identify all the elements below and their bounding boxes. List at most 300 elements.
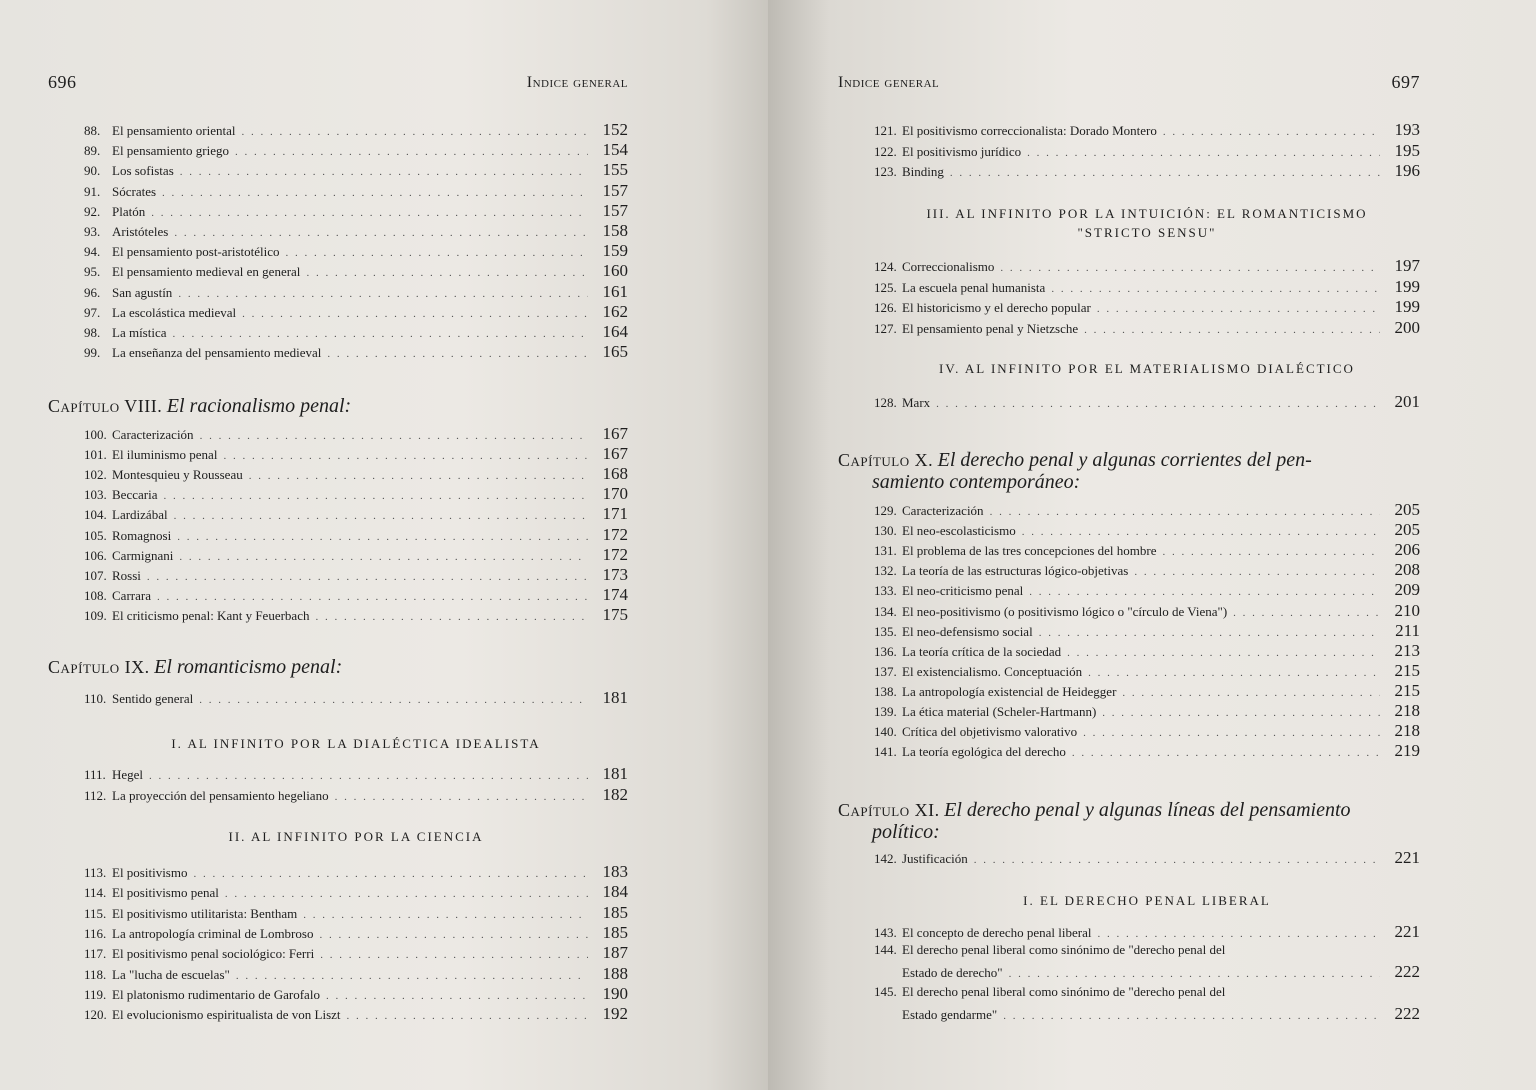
toc-entry: [84, 322, 628, 342]
entry-title: Justificación: [902, 851, 968, 866]
entry-page: 157: [602, 180, 628, 200]
entry-title: Correccionalismo: [902, 259, 995, 274]
chapter-title: El derecho penal y algunas corrientes del pen-: [937, 449, 1312, 471]
toc-entry: [84, 882, 628, 902]
entry-number: 119.: [84, 986, 107, 1002]
toc-entry: [874, 942, 1420, 962]
chapter-label: Capítulo XI.: [838, 800, 940, 820]
entry-page: 154: [602, 140, 628, 160]
entry-title: El historicismo y el derecho popular: [902, 300, 1091, 315]
entry-number: 99.: [84, 345, 101, 361]
toc-entry: [874, 297, 1420, 317]
entry-page: 188: [602, 963, 628, 983]
section-heading: I. EL DERECHO PENAL LIBERAL: [1023, 893, 1271, 908]
entry-number: 144.: [874, 942, 897, 957]
entry-number: 114.: [84, 885, 107, 901]
entry-page: 215: [1394, 680, 1420, 700]
entry-title: El pensamiento oriental: [112, 123, 236, 138]
entry-page: 200: [1394, 317, 1420, 337]
dot-leader: [1022, 526, 1380, 538]
entry-number: 121.: [874, 123, 897, 138]
dot-leader: [235, 146, 588, 158]
running-head: Indice general: [838, 74, 940, 91]
entry-title: Rossi: [112, 567, 141, 583]
dot-leader: [177, 531, 588, 543]
toc-entry: [84, 120, 628, 140]
toc-entry: [874, 392, 1420, 412]
entry-page: 161: [602, 281, 628, 301]
toc-entry: [84, 923, 628, 943]
entry-number: 141.: [874, 744, 897, 760]
entry-number: 103.: [84, 487, 107, 503]
toc-entry: [874, 540, 1420, 560]
entry-page: 206: [1394, 540, 1420, 560]
dot-leader: [936, 398, 1380, 410]
entry-page: 201: [1394, 392, 1420, 411]
entry-page: 190: [602, 983, 628, 1003]
entry-number: 137.: [874, 663, 897, 679]
entry-number: 108.: [84, 587, 107, 603]
toc-entry: [84, 862, 628, 882]
dot-leader: [1163, 126, 1380, 138]
toc-entry: [84, 785, 628, 805]
toc-entry: [84, 484, 628, 504]
entry-page: 205: [1394, 520, 1420, 540]
entry-title: Carmignani: [112, 547, 174, 563]
toc-entry: [874, 721, 1420, 741]
entry-number: 117.: [84, 946, 107, 962]
toc-entry: [84, 964, 628, 984]
entry-title: El concepto de derecho penal liberal: [902, 925, 1092, 940]
toc-entry: [84, 585, 628, 605]
entry-title: La antropología criminal de Lombroso: [112, 925, 314, 941]
entry-number: 95.: [84, 264, 101, 280]
entry-number: 126.: [874, 300, 897, 315]
entry-number: 133.: [874, 583, 897, 599]
entry-title: El pensamiento penal y Nietzsche: [902, 320, 1079, 336]
page-number: 696: [48, 72, 77, 92]
entry-title: Estado gendarme": [902, 1007, 998, 1022]
dot-leader: [1000, 262, 1380, 274]
entry-title: Lardizábal: [112, 507, 168, 523]
dot-leader: [326, 990, 588, 1002]
entry-page: 222: [1394, 962, 1420, 981]
dot-leader: [178, 288, 588, 300]
entry-title: Caracterización: [112, 427, 194, 442]
entry-number: 88.: [84, 123, 101, 138]
dot-leader: [174, 510, 588, 522]
toc-entry: [874, 601, 1420, 621]
toc-entry: [84, 261, 628, 281]
entry-page: 221: [1394, 848, 1420, 867]
entry-title: El existencialismo. Conceptuación: [902, 663, 1083, 679]
entry-title: Caracterización: [902, 503, 984, 518]
entry-number: 142.: [874, 851, 897, 866]
dot-leader: [1163, 546, 1381, 558]
toc-entry: [84, 504, 628, 524]
entry-number: 140.: [874, 724, 897, 740]
entry-page: 164: [602, 322, 628, 341]
toc-entry: [874, 256, 1420, 276]
entry-title: Romagnosi: [112, 527, 172, 543]
entry-number: 101.: [84, 447, 107, 463]
toc-entry: [874, 701, 1420, 721]
toc-entry: [84, 688, 628, 708]
entry-page: 167: [602, 444, 628, 464]
entry-number: 138.: [874, 683, 897, 699]
dot-leader: [306, 267, 588, 279]
section-heading: III. AL INFINITO POR LA INTUICIÓN: EL ROMANTICISMO: [926, 206, 1368, 221]
entry-number: 112.: [84, 788, 107, 803]
entry-number: 130.: [874, 523, 897, 539]
entry-title: La enseñanza del pensamiento medieval: [112, 345, 322, 361]
toc-entry: [84, 282, 628, 302]
dot-leader: [147, 571, 588, 583]
dot-leader: [1067, 647, 1380, 659]
dot-leader: [303, 909, 588, 921]
entry-title: El neo-defensismo social: [902, 623, 1033, 639]
toc-entry: [874, 141, 1420, 161]
toc-entry: [874, 681, 1420, 701]
entry-number: 131.: [874, 543, 897, 559]
entry-title: El problema de las tres concepciones del hombre: [902, 543, 1157, 559]
entry-number: 118.: [84, 966, 107, 982]
entry-number: 96.: [84, 284, 101, 300]
dot-leader: [1102, 707, 1380, 719]
entry-title: El positivismo penal sociológico: Ferri: [112, 946, 315, 962]
entry-number: 124.: [874, 259, 897, 274]
entry-page: 221: [1394, 922, 1420, 941]
chapter-title-cont: samiento contemporáneo:: [872, 471, 1081, 493]
toc-entry: [874, 661, 1420, 681]
chapter-label: Capítulo X.: [838, 450, 934, 470]
entry-page: 199: [1394, 276, 1420, 296]
dot-leader: [319, 929, 588, 941]
entry-page: 165: [602, 342, 628, 362]
toc-entry: [84, 181, 628, 201]
dot-leader: [1009, 968, 1380, 980]
entry-title: Marx: [902, 395, 931, 410]
entry-number: 113.: [84, 865, 107, 880]
dot-leader: [241, 126, 588, 138]
entry-number: 143.: [874, 925, 897, 940]
dot-leader: [1027, 147, 1380, 159]
entry-number: 107.: [84, 567, 107, 583]
entry-page: 193: [1394, 120, 1420, 139]
chapter-title: El romanticismo penal:: [154, 656, 343, 678]
toc-entry: [84, 1004, 628, 1024]
entry-page: 211: [1395, 620, 1420, 640]
entry-number: 106.: [84, 547, 107, 563]
entry-number: 129.: [874, 503, 897, 518]
section-heading: II. AL INFINITO POR LA CIENCIA: [228, 829, 484, 844]
entry-page: 210: [1394, 600, 1420, 620]
entry-title: El positivismo jurídico: [902, 143, 1022, 159]
chapter-label: Capítulo IX.: [48, 657, 150, 677]
toc-entry: [874, 848, 1420, 868]
dot-leader: [1051, 283, 1380, 295]
section-heading: I. AL INFINITO POR LA DIALÉCTICA IDEALISTA: [171, 736, 541, 751]
entry-page: 195: [1394, 140, 1420, 160]
dot-leader: [974, 854, 1380, 866]
dot-leader: [347, 1010, 588, 1022]
entry-page: 218: [1394, 721, 1420, 741]
entry-number: 100.: [84, 427, 107, 442]
entry-number: 136.: [874, 643, 897, 659]
dot-leader: [320, 949, 588, 961]
entry-number: 123.: [874, 164, 897, 179]
entry-page: 170: [602, 484, 628, 504]
dot-leader: [1083, 727, 1380, 739]
entry-number: 128.: [874, 395, 897, 410]
entry-page: 222: [1394, 1004, 1420, 1023]
entry-page: 157: [602, 200, 628, 220]
entry-number: 92.: [84, 203, 101, 219]
entry-number: 125.: [874, 279, 897, 295]
dot-leader: [990, 506, 1380, 518]
dot-leader: [1098, 928, 1381, 940]
entry-title: La teoría crítica de la sociedad: [902, 643, 1062, 659]
entry-page: 218: [1394, 701, 1420, 720]
entry-page: 159: [602, 241, 628, 261]
toc-entry: [84, 160, 628, 180]
dot-leader: [1088, 667, 1380, 679]
entry-page: 219: [1394, 741, 1420, 761]
entry-title: Montesquieu y Rousseau: [112, 467, 243, 483]
entry-title: El derecho penal liberal como sinónimo de "derecho penal del: [902, 984, 1226, 999]
entry-page: 181: [602, 688, 628, 707]
toc-entry: [84, 565, 628, 585]
chapter-title-cont: político:: [872, 821, 940, 843]
entry-title: La teoría de las estructuras lógico-objetivas: [902, 563, 1129, 579]
toc-entry: [84, 903, 628, 923]
dot-leader: [200, 430, 588, 442]
entry-page: 208: [1394, 560, 1420, 580]
entry-number: 93.: [84, 224, 101, 239]
page-number: 697: [1391, 72, 1420, 92]
chapter-heading: [48, 395, 648, 417]
dot-leader: [335, 791, 588, 803]
chapter-heading: [48, 656, 648, 678]
toc-entry-continuation: [902, 962, 1420, 982]
dot-leader: [327, 348, 588, 360]
entry-page: 172: [602, 544, 628, 564]
entry-title: El positivismo utilitarista: Bentham: [112, 905, 298, 921]
entry-title: El pensamiento post-aristotélico: [112, 244, 280, 260]
toc-entry: [874, 318, 1420, 338]
chapter-title: El derecho penal y algunas líneas del pensamiento: [944, 799, 1351, 821]
entry-title: El pensamiento medieval en general: [112, 264, 301, 280]
dot-leader: [950, 167, 1380, 179]
dot-leader: [1029, 586, 1380, 598]
entry-number: 105.: [84, 527, 107, 543]
dot-leader: [180, 166, 588, 178]
dot-leader: [242, 308, 588, 320]
entry-title: Carrara: [112, 587, 151, 603]
toc-entry: [84, 984, 628, 1004]
dot-leader: [1134, 566, 1380, 578]
toc-entry: [84, 943, 628, 963]
right-page: [768, 0, 1536, 1090]
entry-number: 127.: [874, 320, 897, 336]
toc-entry: [874, 984, 1420, 1004]
entry-title: El criticismo penal: Kant y Feuerbach: [112, 607, 310, 623]
toc-entry: [84, 605, 628, 625]
entry-number: 110.: [84, 691, 107, 706]
dot-leader: [151, 207, 588, 219]
dot-leader: [162, 187, 588, 199]
dot-leader: [179, 551, 588, 563]
entry-title: El iluminismo penal: [112, 447, 218, 463]
entry-title: La escuela penal humanista: [902, 279, 1046, 295]
toc-entry: [84, 525, 628, 545]
entry-number: 91.: [84, 183, 101, 199]
dot-leader: [193, 868, 588, 880]
entry-title: El neo-criticismo penal: [902, 583, 1024, 599]
toc-entry: [84, 140, 628, 160]
dot-leader: [1072, 747, 1380, 759]
dot-leader: [1097, 303, 1380, 315]
entry-page: 213: [1394, 640, 1420, 660]
dot-leader: [174, 227, 588, 239]
dot-leader: [199, 694, 588, 706]
toc-entry: [84, 342, 628, 362]
toc-entry: [84, 545, 628, 565]
entry-page: 174: [602, 584, 628, 604]
toc-entry: [874, 120, 1420, 140]
entry-title: La antropología existencial de Heidegger: [902, 683, 1117, 699]
entry-number: 109.: [84, 607, 107, 623]
entry-title: La "lucha de escuelas": [112, 966, 230, 982]
entry-page: 152: [602, 120, 628, 139]
dot-leader: [286, 247, 588, 259]
dot-leader: [1003, 1010, 1380, 1022]
entry-page: 181: [602, 764, 628, 783]
entry-title: Binding: [902, 164, 944, 179]
entry-page: 185: [602, 922, 628, 942]
section-heading: "STRICTO SENSU": [1077, 225, 1217, 240]
entry-page: 199: [1394, 297, 1420, 316]
entry-page: 197: [1394, 256, 1420, 275]
entry-title: Los sofistas: [112, 163, 174, 179]
toc-entry: [84, 221, 628, 241]
dot-leader: [163, 490, 588, 502]
toc-entry-continuation: [902, 1004, 1420, 1024]
toc-entry: [84, 464, 628, 484]
entry-title: Estado de derecho": [902, 965, 1003, 980]
entry-page: 209: [1394, 580, 1420, 600]
entry-page: 158: [602, 221, 628, 240]
entry-page: 215: [1394, 660, 1420, 680]
dot-leader: [1233, 607, 1380, 619]
entry-page: 175: [602, 604, 628, 624]
chapter-label: Capítulo VIII.: [48, 396, 163, 416]
toc-entry: [874, 500, 1420, 520]
chapter-title: El racionalismo penal:: [166, 395, 352, 417]
entry-page: 182: [602, 785, 628, 804]
dot-leader: [223, 450, 588, 462]
entry-title: Sócrates: [112, 183, 157, 199]
toc-entry: [874, 741, 1420, 761]
entry-title: Sentido general: [112, 691, 194, 706]
entry-title: La mística: [112, 325, 167, 340]
entry-title: San agustín: [112, 284, 173, 300]
entry-title: La ética material (Scheler-Hartmann): [902, 704, 1097, 719]
entry-number: 122.: [874, 143, 897, 159]
entry-page: 184: [602, 882, 628, 902]
toc-entry: [84, 444, 628, 464]
dot-leader: [315, 611, 588, 623]
entry-number: 132.: [874, 563, 897, 579]
entry-number: 90.: [84, 163, 101, 179]
toc-entry: [84, 764, 628, 784]
entry-title: El positivismo: [112, 865, 188, 880]
entry-title: La escolástica medieval: [112, 304, 237, 320]
dot-leader: [157, 591, 588, 603]
entry-page: 167: [602, 424, 628, 443]
entry-title: El positivismo penal: [112, 885, 219, 901]
dot-leader: [1084, 324, 1380, 336]
toc-entry: [874, 161, 1420, 181]
entry-number: 94.: [84, 244, 101, 260]
entry-number: 139.: [874, 704, 897, 719]
entry-number: 120.: [84, 1007, 107, 1023]
dot-leader: [149, 770, 588, 782]
entry-title: Beccaria: [112, 487, 158, 503]
entry-title: El evolucionismo espiritualista de von Liszt: [112, 1007, 341, 1023]
entry-number: 97.: [84, 304, 101, 320]
running-head: Indice general: [526, 74, 628, 91]
toc-entry: [874, 641, 1420, 661]
dot-leader: [173, 328, 588, 340]
entry-title: El pensamiento griego: [112, 143, 229, 159]
entry-number: 135.: [874, 623, 897, 639]
entry-page: 196: [1394, 161, 1420, 180]
toc-entry: [874, 580, 1420, 600]
entry-number: 104.: [84, 507, 107, 523]
toc-entry: [874, 277, 1420, 297]
entry-page: 192: [602, 1004, 628, 1024]
entry-number: 89.: [84, 143, 101, 159]
entry-title: El positivismo correccionalista: Dorado Montero: [902, 123, 1157, 138]
entry-title: Platón: [112, 203, 146, 219]
toc-entry: [84, 201, 628, 221]
entry-page: 160: [602, 261, 628, 281]
entry-number: 115.: [84, 905, 107, 921]
dot-leader: [249, 470, 588, 482]
dot-leader: [1122, 687, 1380, 699]
entry-page: 168: [602, 464, 628, 484]
entry-page: 172: [602, 524, 628, 544]
entry-page: 162: [602, 301, 628, 321]
entry-title: La proyección del pensamiento hegeliano: [112, 788, 329, 803]
entry-title: La teoría egológica del derecho: [902, 744, 1066, 760]
toc-entry: [84, 424, 628, 444]
chapter-heading: [838, 449, 1438, 493]
entry-title: Aristóteles: [112, 224, 169, 239]
entry-page: 205: [1394, 500, 1420, 519]
entry-number: 102.: [84, 467, 107, 483]
entry-number: 111.: [84, 767, 106, 782]
dot-leader: [236, 970, 588, 982]
toc-entry: [874, 621, 1420, 641]
entry-number: 145.: [874, 984, 897, 999]
toc-entry: [874, 560, 1420, 580]
entry-number: 116.: [84, 925, 107, 941]
toc-entry: [874, 922, 1420, 942]
section-heading: IV. AL INFINITO POR EL MATERIALISMO DIALÉCTICO: [939, 361, 1355, 376]
dot-leader: [1039, 627, 1380, 639]
